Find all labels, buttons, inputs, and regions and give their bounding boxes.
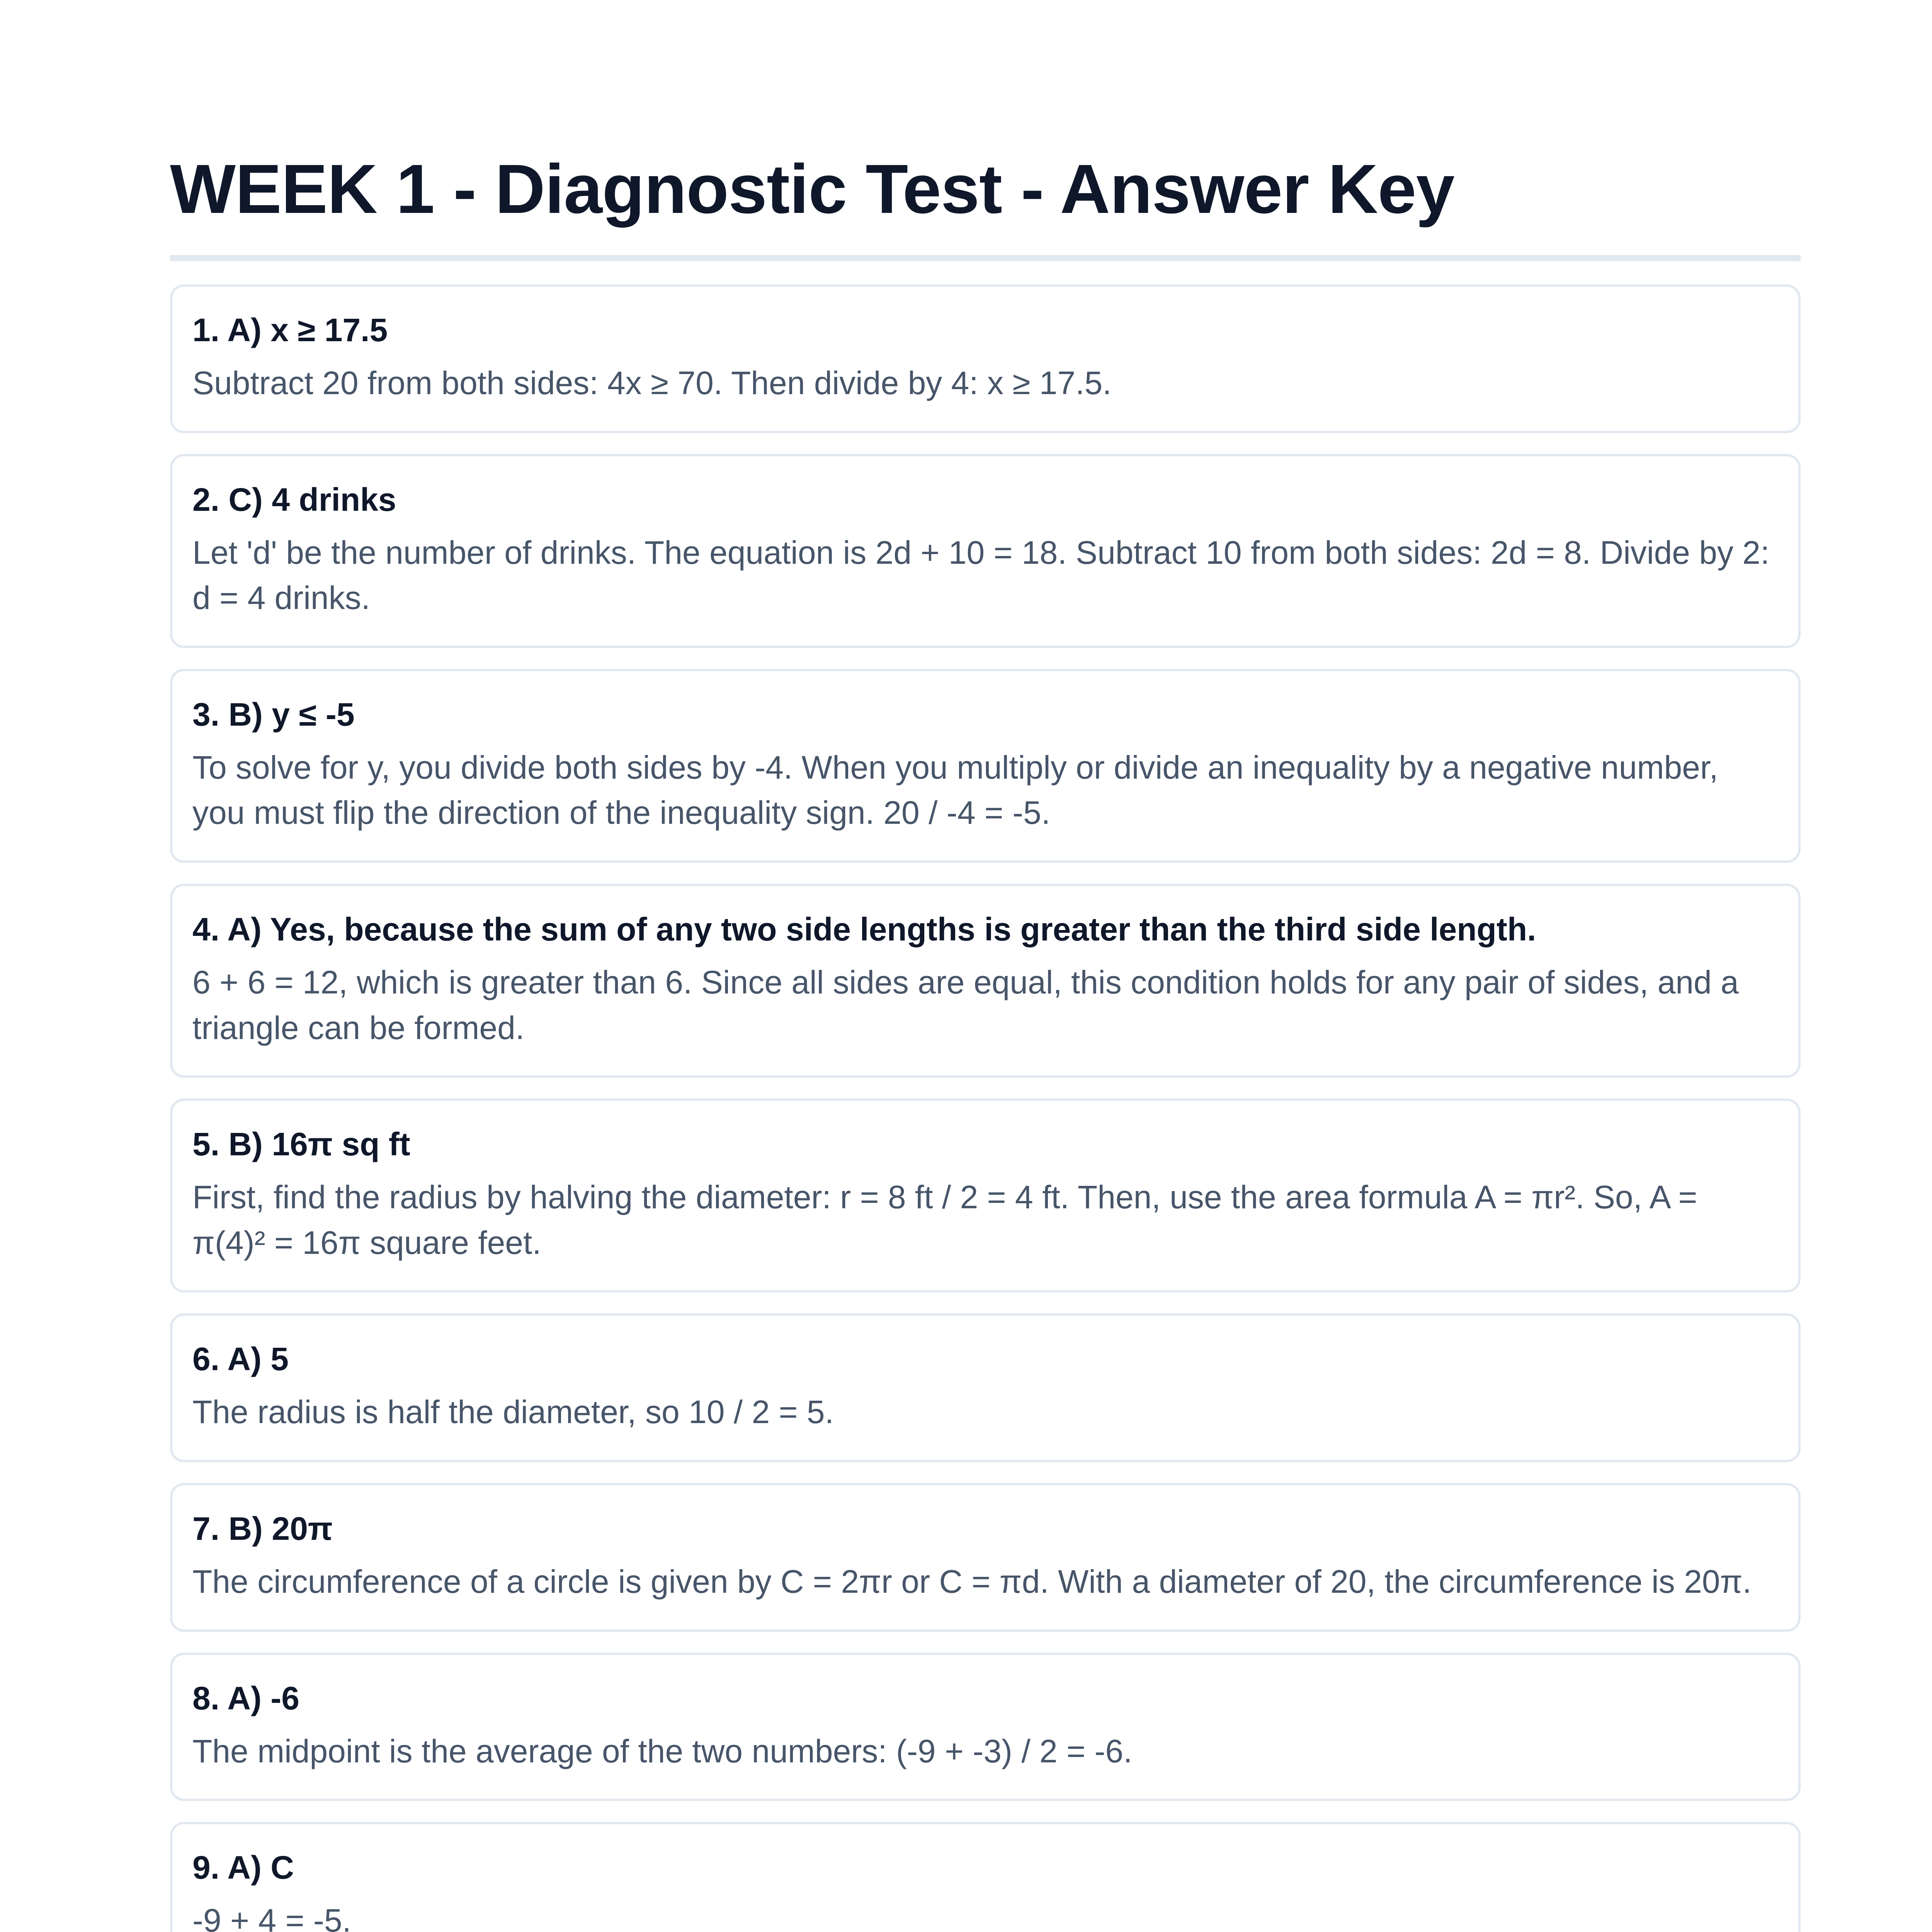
answer-card-4 — [170, 884, 1801, 1078]
answer-explanation: -9 + 4 = -5. — [192, 1902, 351, 1932]
answer-card-5 — [170, 1099, 1801, 1293]
answer-explanation: The circumference of a circle is given by C = 2πr or C = πd. With a diameter of 20, the circumference is 20π. — [192, 1563, 1752, 1600]
answer-list — [170, 284, 1801, 1932]
document-page — [170, 150, 1801, 1932]
answer-heading: 9. A) C — [192, 1849, 294, 1886]
answer-heading: 2. C) 4 drinks — [192, 481, 396, 518]
page-title: WEEK 1 - Diagnostic Test - Answer Key — [170, 155, 1801, 261]
answer-heading: 4. A) Yes, because the sum of any two side lengths is greater than the third side length. — [192, 911, 1536, 947]
answer-explanation: Subtract 20 from both sides: 4x ≥ 70. Then divide by 4: x ≥ 17.5. — [192, 365, 1112, 401]
answer-heading: 8. A) -6 — [192, 1680, 299, 1716]
answer-explanation: First, find the radius by halving the diameter: r = 8 ft / 2 = 4 ft. Then, use the area formula A = πr². So, A = π(4)² = 16π square feet. — [192, 1179, 1697, 1261]
answer-card-8 — [170, 1653, 1801, 1801]
answer-heading: 3. B) y ≤ -5 — [192, 696, 355, 733]
answer-explanation: To solve for y, you divide both sides by -4. When you multiply or divide an inequality by a negative number, you must flip the direction of the inequality sign. 20 / -4 = -5. — [192, 749, 1718, 831]
answer-explanation: The radius is half the diameter, so 10 / 2 = 5. — [192, 1394, 834, 1430]
answer-card-9 — [170, 1822, 1801, 1932]
answer-card-7 — [170, 1483, 1801, 1632]
answer-heading: 7. B) 20π — [192, 1510, 333, 1547]
answer-card-1 — [170, 284, 1801, 433]
answer-explanation: 6 + 6 = 12, which is greater than 6. Since all sides are equal, this condition holds for any pair of sides, and a triangle can be formed. — [192, 964, 1739, 1046]
answer-card-2 — [170, 454, 1801, 648]
answer-explanation: Let 'd' be the number of drinks. The equation is 2d + 10 = 18. Subtract 10 from both sides: 2d = 8. Divide by 2: d = 4 drinks. — [192, 534, 1770, 616]
answer-card-6 — [170, 1313, 1801, 1462]
answer-heading: 1. A) x ≥ 17.5 — [192, 312, 388, 348]
answer-explanation: The midpoint is the average of the two numbers: (-9 + -3) / 2 = -6. — [192, 1733, 1133, 1769]
answer-card-3 — [170, 669, 1801, 863]
answer-heading: 6. A) 5 — [192, 1341, 289, 1378]
answer-heading: 5. B) 16π sq ft — [192, 1126, 410, 1163]
